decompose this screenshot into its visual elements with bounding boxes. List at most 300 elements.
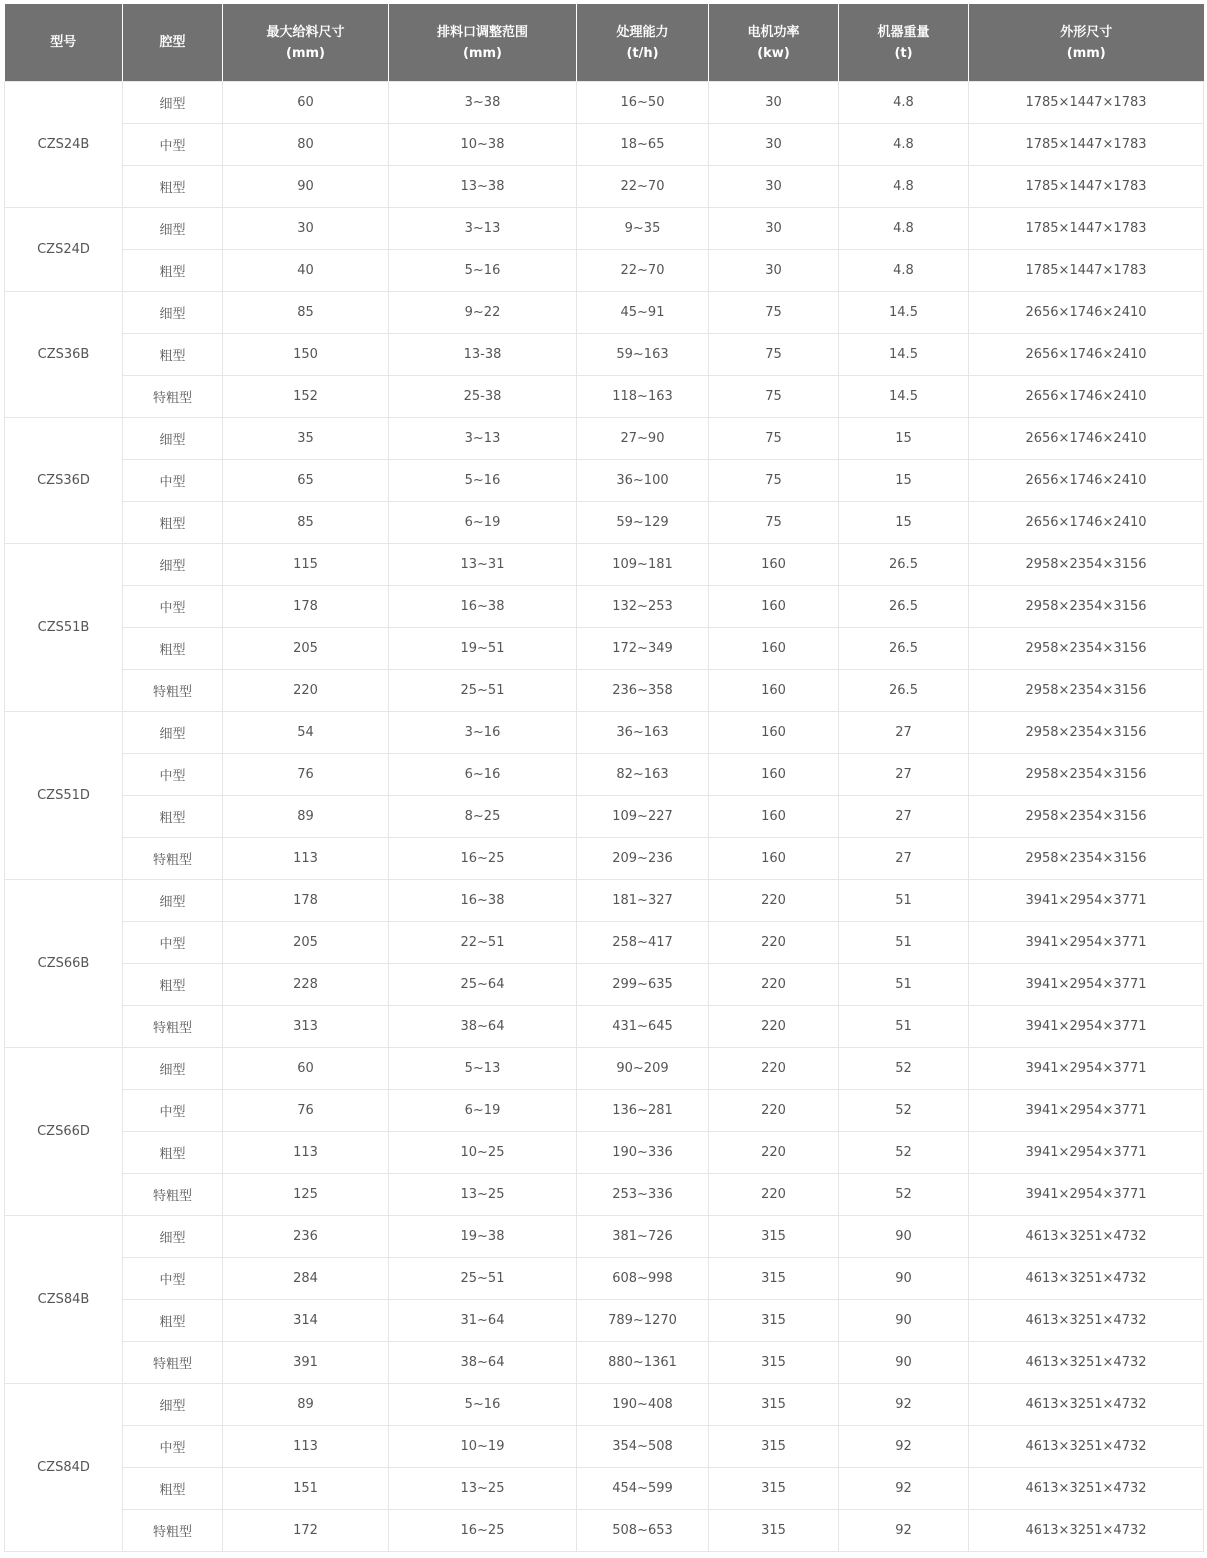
- cell-motor-power: 220: [709, 1048, 839, 1090]
- cell-weight: 14.5: [839, 292, 969, 334]
- cell-model: CZS36B: [5, 292, 123, 418]
- cell-max-feed-size: 115: [223, 544, 389, 586]
- cell-max-feed-size: 35: [223, 418, 389, 460]
- cell-discharge-range: 13-38: [389, 334, 577, 376]
- cell-dimensions: 2958×2354×3156: [969, 754, 1204, 796]
- cell-dimensions: 3941×2954×3771: [969, 880, 1204, 922]
- cell-motor-power: 160: [709, 628, 839, 670]
- table-row: [5, 544, 1204, 586]
- cell-discharge-range: 10~25: [389, 1132, 577, 1174]
- cell-max-feed-size: 150: [223, 334, 389, 376]
- cell-weight: 92: [839, 1510, 969, 1552]
- cell-motor-power: 160: [709, 838, 839, 880]
- cell-cavity: 细型: [123, 1216, 223, 1258]
- cell-capacity: 59~163: [577, 334, 709, 376]
- cell-discharge-range: 5~16: [389, 250, 577, 292]
- header-capacity: 处理能力 (t/h): [577, 4, 709, 82]
- cell-dimensions: 4613×3251×4732: [969, 1300, 1204, 1342]
- cell-motor-power: 315: [709, 1342, 839, 1384]
- cell-dimensions: 2958×2354×3156: [969, 670, 1204, 712]
- cell-weight: 26.5: [839, 586, 969, 628]
- cell-weight: 15: [839, 418, 969, 460]
- cell-max-feed-size: 113: [223, 1426, 389, 1468]
- cell-dimensions: 2656×1746×2410: [969, 418, 1204, 460]
- cell-motor-power: 220: [709, 1006, 839, 1048]
- cell-capacity: 132~253: [577, 586, 709, 628]
- table-row: [5, 1090, 1204, 1132]
- cell-motor-power: 30: [709, 208, 839, 250]
- cell-dimensions: 1785×1447×1783: [969, 166, 1204, 208]
- cell-cavity: 中型: [123, 586, 223, 628]
- cell-weight: 27: [839, 838, 969, 880]
- cell-capacity: 45~91: [577, 292, 709, 334]
- cell-discharge-range: 31~64: [389, 1300, 577, 1342]
- cell-max-feed-size: 314: [223, 1300, 389, 1342]
- cell-capacity: 136~281: [577, 1090, 709, 1132]
- cell-capacity: 109~181: [577, 544, 709, 586]
- table-row: [5, 754, 1204, 796]
- cell-motor-power: 160: [709, 586, 839, 628]
- cell-max-feed-size: 284: [223, 1258, 389, 1300]
- cell-model: CZS84D: [5, 1384, 123, 1552]
- cell-max-feed-size: 151: [223, 1468, 389, 1510]
- cell-cavity: 特粗型: [123, 1006, 223, 1048]
- cell-capacity: 172~349: [577, 628, 709, 670]
- table-row: [5, 1468, 1204, 1510]
- table-row: [5, 292, 1204, 334]
- cell-max-feed-size: 90: [223, 166, 389, 208]
- cell-cavity: 粗型: [123, 1132, 223, 1174]
- table-row: [5, 1132, 1204, 1174]
- table-row: [5, 1300, 1204, 1342]
- cell-dimensions: 4613×3251×4732: [969, 1468, 1204, 1510]
- cell-discharge-range: 16~25: [389, 1510, 577, 1552]
- cell-weight: 51: [839, 964, 969, 1006]
- table-header: [5, 4, 1204, 82]
- cell-max-feed-size: 113: [223, 1132, 389, 1174]
- cell-discharge-range: 5~13: [389, 1048, 577, 1090]
- table-row: [5, 166, 1204, 208]
- cell-cavity: 细型: [123, 880, 223, 922]
- table-row: [5, 1174, 1204, 1216]
- cell-weight: 51: [839, 1006, 969, 1048]
- cell-discharge-range: 25~64: [389, 964, 577, 1006]
- table-row: [5, 838, 1204, 880]
- cell-max-feed-size: 205: [223, 922, 389, 964]
- cell-model: CZS84B: [5, 1216, 123, 1384]
- cell-dimensions: 2656×1746×2410: [969, 376, 1204, 418]
- cell-motor-power: 160: [709, 754, 839, 796]
- cell-capacity: 22~70: [577, 250, 709, 292]
- cell-dimensions: 3941×2954×3771: [969, 1174, 1204, 1216]
- cell-cavity: 粗型: [123, 250, 223, 292]
- cell-motor-power: 160: [709, 544, 839, 586]
- table-row: [5, 796, 1204, 838]
- cell-discharge-range: 25~51: [389, 1258, 577, 1300]
- cell-discharge-range: 10~19: [389, 1426, 577, 1468]
- cell-dimensions: 3941×2954×3771: [969, 1090, 1204, 1132]
- cell-weight: 52: [839, 1132, 969, 1174]
- cell-capacity: 508~653: [577, 1510, 709, 1552]
- cell-weight: 90: [839, 1258, 969, 1300]
- cell-motor-power: 30: [709, 124, 839, 166]
- table-row: [5, 460, 1204, 502]
- cell-capacity: 789~1270: [577, 1300, 709, 1342]
- cell-capacity: 431~645: [577, 1006, 709, 1048]
- cell-weight: 27: [839, 712, 969, 754]
- cell-weight: 4.8: [839, 166, 969, 208]
- table-row: [5, 1384, 1204, 1426]
- cell-max-feed-size: 85: [223, 502, 389, 544]
- table-row: [5, 712, 1204, 754]
- header-row: [5, 4, 1204, 82]
- cell-max-feed-size: 80: [223, 124, 389, 166]
- cell-weight: 4.8: [839, 208, 969, 250]
- cell-max-feed-size: 30: [223, 208, 389, 250]
- cell-capacity: 109~227: [577, 796, 709, 838]
- cell-model: CZS51D: [5, 712, 123, 880]
- cell-capacity: 59~129: [577, 502, 709, 544]
- cell-weight: 52: [839, 1090, 969, 1132]
- cell-dimensions: 2656×1746×2410: [969, 460, 1204, 502]
- cell-motor-power: 75: [709, 334, 839, 376]
- cell-discharge-range: 19~51: [389, 628, 577, 670]
- cell-discharge-range: 10~38: [389, 124, 577, 166]
- cell-motor-power: 30: [709, 166, 839, 208]
- cell-motor-power: 30: [709, 250, 839, 292]
- cell-motor-power: 75: [709, 292, 839, 334]
- cell-max-feed-size: 60: [223, 1048, 389, 1090]
- cell-discharge-range: 5~16: [389, 460, 577, 502]
- cell-cavity: 细型: [123, 712, 223, 754]
- cell-max-feed-size: 236: [223, 1216, 389, 1258]
- cell-dimensions: 2958×2354×3156: [969, 628, 1204, 670]
- cell-max-feed-size: 178: [223, 880, 389, 922]
- cell-cavity: 中型: [123, 1090, 223, 1132]
- cell-cavity: 特粗型: [123, 838, 223, 880]
- cell-weight: 52: [839, 1048, 969, 1090]
- cell-max-feed-size: 313: [223, 1006, 389, 1048]
- cell-cavity: 粗型: [123, 334, 223, 376]
- cell-max-feed-size: 85: [223, 292, 389, 334]
- cell-cavity: 特粗型: [123, 1510, 223, 1552]
- cell-cavity: 中型: [123, 1258, 223, 1300]
- table-row: [5, 1426, 1204, 1468]
- table-row: [5, 1342, 1204, 1384]
- cell-motor-power: 75: [709, 460, 839, 502]
- cell-model: CZS36D: [5, 418, 123, 544]
- table-row: [5, 880, 1204, 922]
- cell-model: CZS24B: [5, 82, 123, 208]
- cell-capacity: 36~163: [577, 712, 709, 754]
- cell-discharge-range: 6~19: [389, 1090, 577, 1132]
- cell-cavity: 特粗型: [123, 1174, 223, 1216]
- cell-capacity: 190~336: [577, 1132, 709, 1174]
- cell-weight: 90: [839, 1216, 969, 1258]
- table-row: [5, 586, 1204, 628]
- cell-motor-power: 75: [709, 376, 839, 418]
- cell-motor-power: 315: [709, 1384, 839, 1426]
- cell-max-feed-size: 152: [223, 376, 389, 418]
- cell-max-feed-size: 54: [223, 712, 389, 754]
- cell-weight: 4.8: [839, 124, 969, 166]
- cell-dimensions: 1785×1447×1783: [969, 208, 1204, 250]
- cell-cavity: 粗型: [123, 796, 223, 838]
- cell-capacity: 880~1361: [577, 1342, 709, 1384]
- header-weight: 机器重量 (t): [839, 4, 969, 82]
- cell-weight: 27: [839, 796, 969, 838]
- cell-capacity: 381~726: [577, 1216, 709, 1258]
- cell-motor-power: 315: [709, 1468, 839, 1510]
- cell-dimensions: 3941×2954×3771: [969, 1006, 1204, 1048]
- cell-capacity: 16~50: [577, 82, 709, 124]
- cell-capacity: 253~336: [577, 1174, 709, 1216]
- cell-cavity: 粗型: [123, 502, 223, 544]
- cell-motor-power: 220: [709, 922, 839, 964]
- cell-max-feed-size: 205: [223, 628, 389, 670]
- cell-discharge-range: 25-38: [389, 376, 577, 418]
- cell-max-feed-size: 178: [223, 586, 389, 628]
- cell-cavity: 粗型: [123, 628, 223, 670]
- cell-cavity: 细型: [123, 1048, 223, 1090]
- table-row: [5, 628, 1204, 670]
- header-cavity: 腔型: [123, 4, 223, 82]
- cell-cavity: 粗型: [123, 1300, 223, 1342]
- cell-dimensions: 2656×1746×2410: [969, 292, 1204, 334]
- cell-cavity: 特粗型: [123, 376, 223, 418]
- cell-dimensions: 2958×2354×3156: [969, 838, 1204, 880]
- cell-cavity: 中型: [123, 460, 223, 502]
- cell-max-feed-size: 220: [223, 670, 389, 712]
- cell-model: CZS66D: [5, 1048, 123, 1216]
- cell-dimensions: 1785×1447×1783: [969, 82, 1204, 124]
- cell-max-feed-size: 125: [223, 1174, 389, 1216]
- cell-motor-power: 220: [709, 880, 839, 922]
- cell-capacity: 9~35: [577, 208, 709, 250]
- cell-capacity: 27~90: [577, 418, 709, 460]
- cell-dimensions: 1785×1447×1783: [969, 250, 1204, 292]
- cell-motor-power: 315: [709, 1258, 839, 1300]
- cell-max-feed-size: 113: [223, 838, 389, 880]
- table-row: [5, 82, 1204, 124]
- cell-cavity: 细型: [123, 418, 223, 460]
- cell-dimensions: 2656×1746×2410: [969, 502, 1204, 544]
- cell-motor-power: 220: [709, 964, 839, 1006]
- cell-cavity: 细型: [123, 82, 223, 124]
- cell-motor-power: 315: [709, 1216, 839, 1258]
- cell-max-feed-size: 65: [223, 460, 389, 502]
- table-row: [5, 1510, 1204, 1552]
- cell-weight: 4.8: [839, 250, 969, 292]
- cell-model: CZS66B: [5, 880, 123, 1048]
- cell-discharge-range: 25~51: [389, 670, 577, 712]
- cell-dimensions: 4613×3251×4732: [969, 1384, 1204, 1426]
- cell-cavity: 细型: [123, 544, 223, 586]
- cell-capacity: 36~100: [577, 460, 709, 502]
- cell-dimensions: 2656×1746×2410: [969, 334, 1204, 376]
- table-body: [5, 82, 1204, 1552]
- cell-discharge-range: 5~16: [389, 1384, 577, 1426]
- table-row: [5, 208, 1204, 250]
- cell-motor-power: 30: [709, 82, 839, 124]
- cell-dimensions: 2958×2354×3156: [969, 796, 1204, 838]
- table-row: [5, 922, 1204, 964]
- cell-weight: 92: [839, 1384, 969, 1426]
- cell-model: CZS24D: [5, 208, 123, 292]
- cell-capacity: 299~635: [577, 964, 709, 1006]
- cell-weight: 51: [839, 880, 969, 922]
- cell-capacity: 608~998: [577, 1258, 709, 1300]
- cell-weight: 52: [839, 1174, 969, 1216]
- cell-cavity: 中型: [123, 754, 223, 796]
- table-row: [5, 124, 1204, 166]
- cell-dimensions: 3941×2954×3771: [969, 1132, 1204, 1174]
- cell-max-feed-size: 172: [223, 1510, 389, 1552]
- cell-weight: 26.5: [839, 670, 969, 712]
- cell-dimensions: 2958×2354×3156: [969, 586, 1204, 628]
- cell-dimensions: 4613×3251×4732: [969, 1216, 1204, 1258]
- cell-dimensions: 2958×2354×3156: [969, 544, 1204, 586]
- cell-max-feed-size: 76: [223, 754, 389, 796]
- cell-model: CZS51B: [5, 544, 123, 712]
- cell-motor-power: 315: [709, 1426, 839, 1468]
- cell-cavity: 中型: [123, 1426, 223, 1468]
- cell-discharge-range: 16~25: [389, 838, 577, 880]
- cell-max-feed-size: 89: [223, 796, 389, 838]
- cell-capacity: 90~209: [577, 1048, 709, 1090]
- header-model: 型号: [5, 4, 123, 82]
- cell-capacity: 22~70: [577, 166, 709, 208]
- cell-capacity: 454~599: [577, 1468, 709, 1510]
- cell-cavity: 特粗型: [123, 670, 223, 712]
- cell-discharge-range: 19~38: [389, 1216, 577, 1258]
- cell-dimensions: 4613×3251×4732: [969, 1426, 1204, 1468]
- cell-discharge-range: 8~25: [389, 796, 577, 838]
- cell-motor-power: 315: [709, 1300, 839, 1342]
- cell-discharge-range: 3~16: [389, 712, 577, 754]
- cell-motor-power: 160: [709, 796, 839, 838]
- cell-max-feed-size: 391: [223, 1342, 389, 1384]
- table-row: [5, 334, 1204, 376]
- cell-cavity: 中型: [123, 124, 223, 166]
- cell-discharge-range: 3~38: [389, 82, 577, 124]
- cell-discharge-range: 13~31: [389, 544, 577, 586]
- cell-discharge-range: 16~38: [389, 880, 577, 922]
- table-row: [5, 376, 1204, 418]
- cell-motor-power: 220: [709, 1174, 839, 1216]
- cell-discharge-range: 22~51: [389, 922, 577, 964]
- cell-cavity: 粗型: [123, 1468, 223, 1510]
- cell-discharge-range: 38~64: [389, 1006, 577, 1048]
- cell-capacity: 181~327: [577, 880, 709, 922]
- cell-discharge-range: 13~38: [389, 166, 577, 208]
- cell-cavity: 粗型: [123, 964, 223, 1006]
- cell-motor-power: 315: [709, 1510, 839, 1552]
- cell-capacity: 190~408: [577, 1384, 709, 1426]
- cell-capacity: 82~163: [577, 754, 709, 796]
- cell-capacity: 18~65: [577, 124, 709, 166]
- cell-discharge-range: 3~13: [389, 208, 577, 250]
- cell-dimensions: 3941×2954×3771: [969, 964, 1204, 1006]
- table-row: [5, 502, 1204, 544]
- cell-weight: 92: [839, 1468, 969, 1510]
- cell-max-feed-size: 40: [223, 250, 389, 292]
- table-row: [5, 1048, 1204, 1090]
- cell-motor-power: 75: [709, 418, 839, 460]
- cell-motor-power: 220: [709, 1132, 839, 1174]
- cell-capacity: 118~163: [577, 376, 709, 418]
- table-row: [5, 418, 1204, 460]
- cell-cavity: 细型: [123, 292, 223, 334]
- table-row: [5, 670, 1204, 712]
- cell-motor-power: 75: [709, 502, 839, 544]
- table-row: [5, 964, 1204, 1006]
- cell-discharge-range: 9~22: [389, 292, 577, 334]
- cell-discharge-range: 6~16: [389, 754, 577, 796]
- header-motor-power: 电机功率 (kw): [709, 4, 839, 82]
- cell-discharge-range: 38~64: [389, 1342, 577, 1384]
- cell-weight: 26.5: [839, 544, 969, 586]
- cell-max-feed-size: 60: [223, 82, 389, 124]
- cell-motor-power: 220: [709, 1090, 839, 1132]
- cell-dimensions: 4613×3251×4732: [969, 1510, 1204, 1552]
- cell-discharge-range: 6~19: [389, 502, 577, 544]
- cell-weight: 27: [839, 754, 969, 796]
- cell-discharge-range: 16~38: [389, 586, 577, 628]
- cell-weight: 90: [839, 1300, 969, 1342]
- table-row: [5, 1006, 1204, 1048]
- cell-cavity: 粗型: [123, 166, 223, 208]
- cell-capacity: 354~508: [577, 1426, 709, 1468]
- cell-capacity: 258~417: [577, 922, 709, 964]
- cell-max-feed-size: 76: [223, 1090, 389, 1132]
- cell-dimensions: 4613×3251×4732: [969, 1258, 1204, 1300]
- cell-weight: 14.5: [839, 376, 969, 418]
- cell-dimensions: 4613×3251×4732: [969, 1342, 1204, 1384]
- cell-cavity: 特粗型: [123, 1342, 223, 1384]
- cell-weight: 92: [839, 1426, 969, 1468]
- cell-discharge-range: 13~25: [389, 1174, 577, 1216]
- cell-motor-power: 160: [709, 670, 839, 712]
- cell-dimensions: 3941×2954×3771: [969, 1048, 1204, 1090]
- cell-weight: 51: [839, 922, 969, 964]
- cell-weight: 26.5: [839, 628, 969, 670]
- cell-capacity: 209~236: [577, 838, 709, 880]
- cell-discharge-range: 3~13: [389, 418, 577, 460]
- cell-cavity: 细型: [123, 1384, 223, 1426]
- cell-weight: 4.8: [839, 82, 969, 124]
- cell-capacity: 236~358: [577, 670, 709, 712]
- cell-cavity: 细型: [123, 208, 223, 250]
- cell-max-feed-size: 89: [223, 1384, 389, 1426]
- cell-discharge-range: 13~25: [389, 1468, 577, 1510]
- cell-weight: 15: [839, 460, 969, 502]
- cell-max-feed-size: 228: [223, 964, 389, 1006]
- cell-weight: 15: [839, 502, 969, 544]
- cell-cavity: 中型: [123, 922, 223, 964]
- spec-table: [4, 4, 1204, 1552]
- header-discharge-range: 排料口调整范围 (mm): [389, 4, 577, 82]
- cell-motor-power: 160: [709, 712, 839, 754]
- table-row: [5, 1258, 1204, 1300]
- table-row: [5, 1216, 1204, 1258]
- cell-dimensions: 2958×2354×3156: [969, 712, 1204, 754]
- cell-dimensions: 1785×1447×1783: [969, 124, 1204, 166]
- table-row: [5, 250, 1204, 292]
- cell-weight: 90: [839, 1342, 969, 1384]
- cell-dimensions: 3941×2954×3771: [969, 922, 1204, 964]
- header-max-feed-size: 最大给料尺寸 (mm): [223, 4, 389, 82]
